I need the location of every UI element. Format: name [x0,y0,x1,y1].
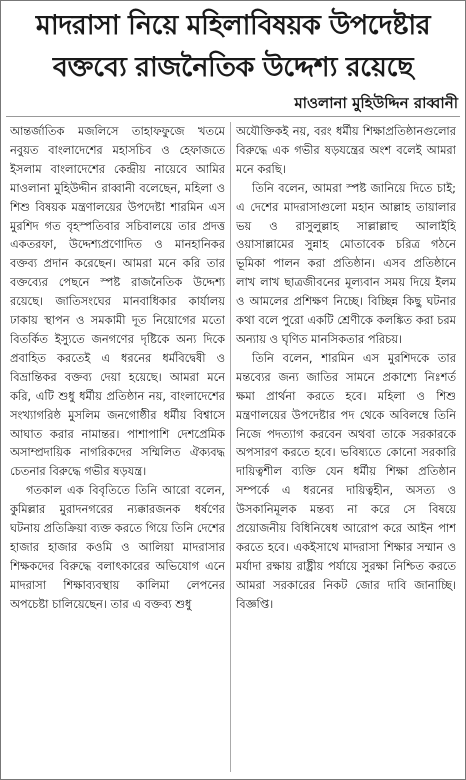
paragraph: তিনি বলেন, শারমিন এস মুরশিদকে তার মন্তব্যের জন্য জাতির সামনে প্রকাশ্যে নিঃশর্ত ক্ষমা প্রার্থনা করতে হবে। মহিলা ও শিশু মন্ত্রণালয়ের উপদেষ্টার পদ থেকে অবিলম্বে তিনি নিজে পদত্যাগ করবেন অথবা তাকে সরকারকে অপসারণ করতে হবে। ভবিষ্যতে কোনো সরকারি দায়িত্বশীল ব্যক্তি যেন ধর্মীয় শিক্ষা প্রতিষ্ঠান সম্পর্কে এ ধরনের দায়িত্বহীন, অসত্য ও উসকানিমূলক মন্তব্য না করে সে বিষয়ে প্রয়োজনীয় বিধিনিষেধ আরোপ করে আইন পাশ করতে হবে। একইসাথে মাদরাসা শিক্ষার সম্মান ও মর্যাদা রক্ষায় রাষ্ট্রীয় পর্যায়ে সুরক্ষা নিশ্চিত করতে আমরা সরকারের নিকট জোর দাবি জানাচ্ছি। বিজ্ঞপ্তি। [236,350,456,611]
paragraph: তিনি বলেন, আমরা স্পষ্ট জানিয়ে দিতে চাই; এ দেশের মাদরাসাগুলো মহান আল্লাহ তায়ালার ভয় ও রাসুলুল্লাহ সাল্লাল্লাহু আলাইহি ওয়াসাল্লামের সুন্নাহ মোতাবেক চরিত্র গঠনে ভূমিকা পালন করা প্রতিষ্ঠান। এসব প্রতিষ্ঠানে লাখ লাখ ছাত্রজীবনের মূল্যবান সময় দিয়ে ইলম ও আমলের প্রশিক্ষণ নিচ্ছে। বিচ্ছিন্ন কিছু ঘটনার কথা বলে পুরো একটি শ্রেণীকে কলঙ্কিত করা চরম অন্যায় ও ঘৃণিত মানসিকতার পরিচয়। [236,180,456,346]
headline-line-1: মাদরাসা নিয়ে মহিলাবিষয়ক উপদেষ্টার [35,10,431,41]
article-headline [6,6,460,88]
column-divider [230,122,231,772]
right-column [236,122,456,774]
left-column [10,122,225,774]
paragraph: গতকাল এক বিবৃতিতে তিনি আরো বলেন, কুমিল্লার মুরাদনগরের ন্যক্কারজনক ধর্ষণের ঘটনায় প্রতিক্রিয়া ব্যক্ত করতে গিয়ে তিনি দেশের হাজার হাজার কওমি ও আলিয়া মাদরাসার শিক্ষকদের বিরুদ্ধে বলাৎকারের অভিযোগ এনে মাদরাসা শিক্ষাব্যবস্থায় কালিমা লেপনের অপচেষ্টা চালিয়েছেন। তার এ বক্তব্য শুধু [10,483,225,611]
divider [6,116,460,117]
paragraph: অযৌক্তিকই নয়, বরং ধর্মীয় শিক্ষাপ্রতিষ্ঠানগুলোর বিরুদ্ধে এক গভীর ষড়যন্ত্রের অংশ বলেই আমরা মনে করছি। [236,124,456,176]
headline-line-2: বক্তব্যে রাজনৈতিক উদ্দেশ্য রয়েছে [52,52,414,83]
paragraph: আন্তর্জাতিক মজলিসে তাহাফফুজে খতমে নবুয়ত বাংলাদেশের মহাসচিব ও হেফাজতে ইসলাম বাংলাদেশের কেন্দ্রীয় নায়েবে আমির মাওলানা মুহিউদ্দীন রাব্বানী বলেছেন, মহিলা ও শিশু বিষয়ক মন্ত্রণালয়ের উপদেষ্টা শারমিন এস মুরশিদ গত বৃহস্পতিবার সচিবালয়ে তার প্রদত্ত একতরফা, উদ্দেশ্যপ্রণোদিত ও মানহানিকর বক্তব্য প্রদান করেছেন। আমরা মনে করি তার বক্তব্যের পেছনে স্পষ্ট রাজনৈতিক উদ্দেশ্য রয়েছে। জাতিসংঘের মানবাধিকার কার্যালয় ঢাকায় স্থাপন ও সমকামী দূত নিয়োগের মতো বিতর্কিত ইস্যুতে জনগণের দৃষ্টিকে অন্য দিকে প্রবাহিত করতেই এ ধরনের ধর্মবিদ্বেষী ও বিভ্রান্তিকর বক্তব্য দেয়া হয়েছে। আমরা মনে করি, এটি শুধু ধর্মীয় প্রতিষ্ঠান নয়, বাংলাদেশের সংখ্যাগরিষ্ঠ মুসলিম জনগোষ্ঠীর ধর্মীয় বিশ্বাসে আঘাত করার নামান্তর। পাশাপাশি দেশপ্রেমিক অসাম্প্রদায়িক নাগরিকদের সম্মিলিত ঐক্যবদ্ধ চেতনার বিরুদ্ধে গভীর ষড়যন্ত্র। [10,124,225,479]
byline: মাওলানা মুহিউদ্দিন রাব্বানী [294,94,458,112]
